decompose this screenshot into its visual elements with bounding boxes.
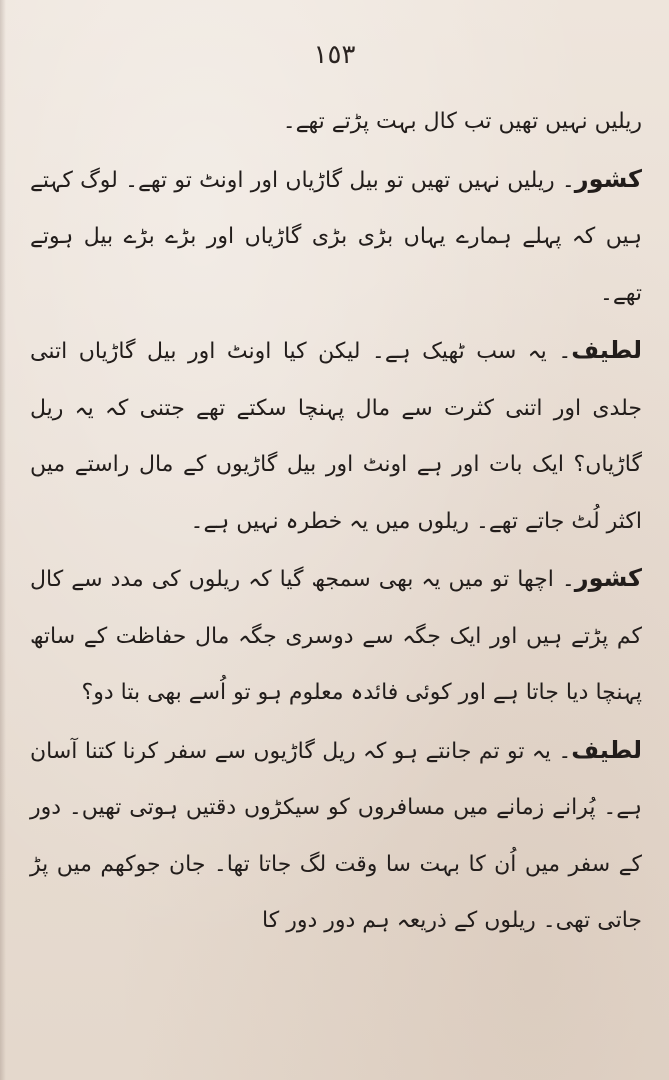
paragraph-text: ریلیں نہیں تھیں تب کال بہت پڑتے تھے۔ xyxy=(282,109,642,134)
page-number: ١٥٣ xyxy=(313,40,356,70)
paragraph-text: ۔ یہ سب ٹھیک ہے۔ لیکن کیا اونٹ اور بیل گاڑیاں اتنی جلدی اور اتنی کثرت سے مال پہنچا سکتے تھے جتنی کہ یہ ریل گاڑیاں؟ ایک بات اور ہے اونٹ اور بیل گاڑیوں کے مال راستے میں اکثر لُٹ جاتے تھے۔ ریلوں میں یہ خطرہ نہیں ہے۔ xyxy=(30,339,642,534)
body-text xyxy=(30,92,642,950)
paragraph xyxy=(30,151,642,323)
speaker-name: لطیف xyxy=(571,735,642,764)
paragraph-text: ۔ ریلیں نہیں تھیں تو بیل گاڑیاں اور اونٹ تو تھے۔ لوگ کہتے ہیں کہ پہلے ہمارے یہاں بڑی بڑی گاڑیاں اور بڑے بڑے بیل ہوتے تھے۔ xyxy=(30,167,642,306)
paragraph xyxy=(30,722,642,950)
paragraph-text: ۔ یہ تو تم جانتے ہو کہ ریل گاڑیوں سے سفر کرنا کتنا آسان ہے۔ پُرانے زمانے میں مسافروں کو سیکڑوں دقتیں ہوتی تھیں۔ دور کے سفر میں اُن کا بہت سا وقت لگ جاتا تھا۔ جان جوکھم میں پڑ جاتی تھی۔ ریلوں کے ذریعہ ہم دور دور کا xyxy=(30,738,642,933)
paragraph xyxy=(30,550,642,722)
speaker-name: کشور xyxy=(574,164,642,193)
speaker-name: لطیف xyxy=(571,336,642,364)
paragraph xyxy=(30,322,642,550)
paragraph-text: ۔ اچھا تو میں یہ بھی سمجھ گیا کہ ریلوں کی مدد سے کال کم پڑتے ہیں اور ایک جگہ سے دوسری جگہ مال حفاظت کے ساتھ پہنچا دیا جاتا ہے اور کوئی فائدہ معلوم ہو تو اُسے بھی بتا دو؟ xyxy=(30,567,642,705)
paragraph xyxy=(30,92,642,151)
speaker-name: کشور xyxy=(574,564,642,592)
